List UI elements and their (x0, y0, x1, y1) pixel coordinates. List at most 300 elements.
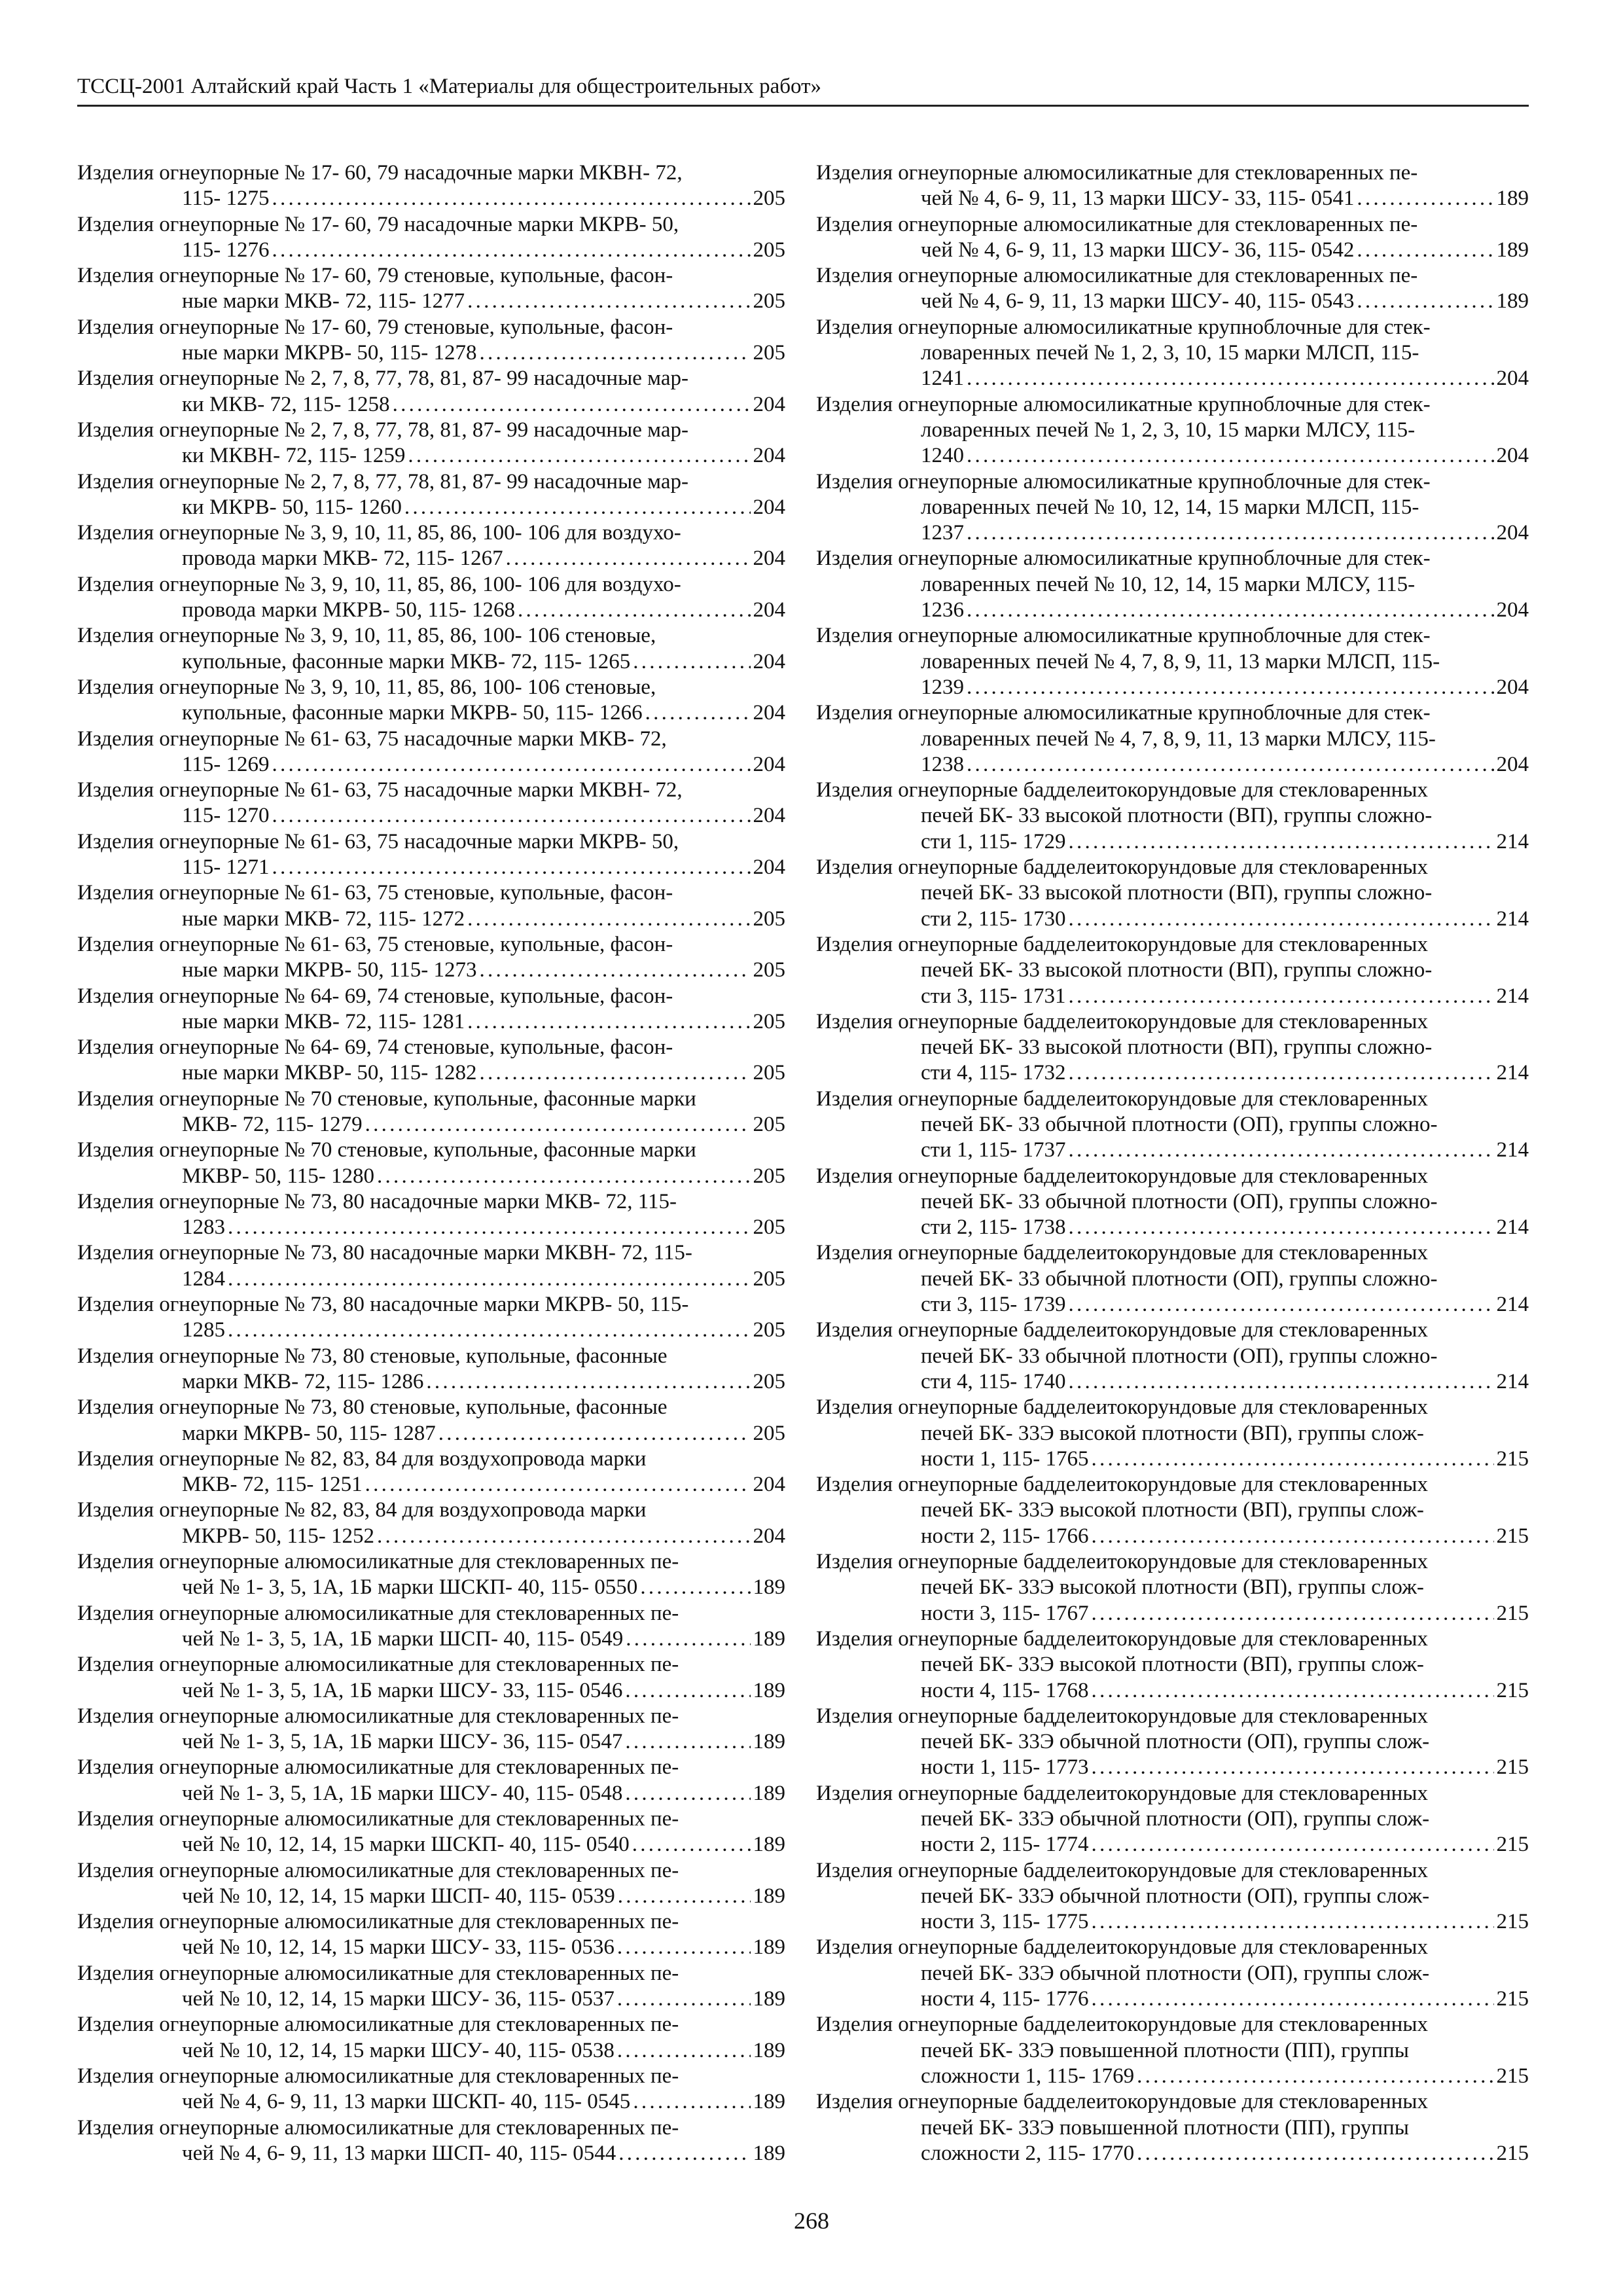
index-entry-tail: чей № 10, 12, 14, 15 марки ШСУ- 33, 115- 0536 (182, 1935, 615, 1960)
index-entry-text: печей БК- 33 обычной плотности (ОП), группы сложно- (921, 1189, 1438, 1213)
index-entry (77, 1189, 785, 1241)
index-entry-page: 204 (753, 649, 785, 673)
index-entry (816, 700, 1529, 778)
index-entry (77, 1806, 785, 1858)
index-entry-text: печей БК- 33Э высокой плотности (ВП), группы слож- (921, 1653, 1424, 1677)
index-entry-tail: сти 4, 115- 1732 (921, 1061, 1066, 1085)
index-entry-tail: чей № 1- 3, 5, 1А, 1Б марки ШСП- 40, 115- 0549 (182, 1626, 624, 1651)
index-entry-text: Изделия огнеупорные № 61- 63, 75 насадочные марки МКВН- 72, (77, 778, 683, 802)
index-entry-page: 189 (753, 1935, 785, 1960)
index-entry-page: 205 (753, 1164, 785, 1188)
index-entry-text: Изделия огнеупорные № 3, 9, 10, 11, 85, 86, 100- 106 для воздухо- (77, 521, 681, 545)
dot-leader (426, 1369, 750, 1395)
dot-leader (365, 1112, 751, 1138)
index-entry-leader-line (921, 1832, 1529, 1857)
index-entry-text: Изделия огнеупорные алюмосиликатные для стекловаренных пе- (77, 1550, 679, 1574)
index-entry-page: 215 (1496, 1446, 1529, 1471)
index-entry-page: 214 (1496, 1369, 1529, 1393)
index-entry-page: 204 (753, 752, 785, 776)
index-entry-tail: сти 2, 115- 1730 (921, 906, 1066, 931)
index-entry-leader-line (921, 598, 1529, 623)
index-entry-page: 189 (753, 1781, 785, 1805)
dot-leader (1137, 2064, 1493, 2089)
index-entry-page: 215 (1496, 2141, 1529, 2165)
index-entry-text: Изделия огнеупорные алюмосиликатные крупноблочные для стек- (816, 469, 1431, 493)
index-entry (816, 2012, 1529, 2089)
index-entry-page: 204 (1496, 444, 1529, 468)
index-entry-tail: МКВР- 50, 115- 1280 (182, 1164, 374, 1188)
index-entry-page: 214 (1496, 906, 1529, 931)
index-entry-text: Изделия огнеупорные алюмосиликатные для стекловаренных пе- (77, 1601, 679, 1625)
dot-leader (618, 1884, 751, 1909)
index-entry (816, 212, 1529, 264)
index-entry-text: печей БК- 33Э обычной плотности (ОП), группы слож- (921, 1884, 1430, 1908)
dot-leader (967, 520, 1494, 546)
index-entry-page: 215 (1496, 1910, 1529, 1934)
index-entry-tail: ные марки МКВ- 72, 115- 1277 (182, 289, 465, 314)
index-entry-leader-line (921, 1678, 1529, 1704)
index-entry-page: 189 (1496, 289, 1529, 314)
index-entry-text: печей БК- 33 обычной плотности (ОП), группы сложно- (921, 1266, 1438, 1291)
index-entry-page: 214 (1496, 1215, 1529, 1240)
index-entry (77, 1240, 785, 1292)
index-entry-text: Изделия огнеупорные бадделеитокорундовые для стекловаренных (816, 1318, 1428, 1342)
index-entry-leader-line (182, 1729, 785, 1755)
index-entry-page: 189 (753, 2090, 785, 2114)
dot-leader (365, 1472, 751, 1498)
index-entry-page: 189 (753, 1678, 785, 1702)
dot-leader (1069, 1215, 1494, 1240)
index-entry-page: 215 (1496, 2064, 1529, 2088)
index-entry-page: 205 (753, 238, 785, 262)
dot-leader (393, 392, 751, 418)
index-entry-text: печей БК- 33 высокой плотности (ВП), группы сложно- (921, 804, 1433, 828)
index-entry-text: Изделия огнеупорные алюмосиликатные крупноблочные для стек- (816, 701, 1431, 725)
index-entry-page: 214 (1496, 829, 1529, 853)
index-entry (77, 829, 785, 881)
index-entry-tail: МКВ- 72, 115- 1251 (182, 1473, 363, 1497)
index-entry-text: Изделия огнеупорные алюмосиликатные крупноблочные для стек- (816, 392, 1431, 416)
index-entry-text: Изделия огнеупорные № 73, 80 насадочные марки МКВ- 72, 115- (77, 1189, 677, 1213)
dot-leader (1069, 1138, 1494, 1163)
index-entry (816, 1240, 1529, 1318)
index-entry (816, 932, 1529, 1009)
index-entry-tail: чей № 4, 6- 9, 11, 13 марки ШСУ- 40, 115- 0543 (921, 289, 1355, 314)
index-entry-tail: 1239 (921, 675, 964, 699)
index-entry-text: Изделия огнеупорные алюмосиликатные для стекловаренных пе- (77, 1858, 679, 1882)
index-entry-leader-line (182, 2089, 785, 2115)
index-entry-tail: чей № 1- 3, 5, 1А, 1Б марки ШСУ- 36, 115- 0547 (182, 1730, 623, 1754)
index-entry-text: ловаренных печей № 4, 7, 8, 9, 11, 13 марки МЛСУ, 115- (921, 726, 1436, 751)
index-entry (77, 520, 785, 572)
index-entry-text: печей БК- 33Э высокой плотности (ВП), группы слож- (921, 1575, 1424, 1600)
index-entry (77, 366, 785, 418)
dot-leader (1091, 1446, 1493, 1472)
index-entry-tail: сложности 2, 115- 1770 (921, 2141, 1135, 2165)
index-entry-tail: купольные, фасонные марки МКВ- 72, 115- 1265 (182, 649, 631, 673)
index-entry-leader-line (182, 906, 785, 932)
index-entry-leader-line (182, 289, 785, 314)
index-entry (816, 778, 1529, 855)
index-entry-leader-line (921, 906, 1529, 932)
index-entry-text: печей БК- 33Э обычной плотности (ОП), группы слож- (921, 1730, 1430, 1754)
index-entry-text: Изделия огнеупорные № 64- 69, 74 стеновые, купольные, фасон- (77, 1035, 673, 1060)
index-entry-text: печей БК- 33Э высокой плотности (ВП), группы слож- (921, 1498, 1424, 1522)
index-entry (77, 1086, 785, 1138)
index-entry-text: Изделия огнеупорные № 82, 83, 84 для воздухопровода марки (77, 1498, 647, 1522)
index-entry-page: 205 (753, 187, 785, 211)
header-rule (77, 105, 1529, 107)
index-entry-text: Изделия огнеупорные алюмосиликатные для стекловаренных пе- (77, 2115, 679, 2140)
index-entry-tail: 1284 (182, 1266, 225, 1291)
index-entry-text: Изделия огнеупорные № 3, 9, 10, 11, 85, 86, 100- 106 для воздухо- (77, 572, 681, 596)
index-entry-tail: 1238 (921, 752, 964, 776)
index-entry-page: 204 (753, 1524, 785, 1548)
index-entry-text: Изделия огнеупорные алюмосиликатные для стекловаренных пе- (77, 2013, 679, 2037)
index-entry-text: Изделия огнеупорные № 73, 80 насадочные марки МКРВ- 50, 115- (77, 1293, 689, 1317)
dot-leader (1091, 1755, 1493, 1780)
index-entry-text: печей БК- 33Э высокой плотности (ВП), группы слож- (921, 1421, 1424, 1445)
dot-leader (1091, 1601, 1493, 1626)
index-entry-tail: сложности 1, 115- 1769 (921, 2064, 1135, 2088)
index-entry (77, 1549, 785, 1601)
index-entry (77, 726, 785, 778)
index-entry-text: Изделия огнеупорные № 61- 63, 75 насадочные марки МКВ- 72, (77, 726, 667, 751)
index-entry-tail: ности 2, 115- 1766 (921, 1524, 1089, 1548)
index-entry-leader-line (921, 1292, 1529, 1318)
index-entry-tail: ки МКВН- 72, 115- 1259 (182, 444, 406, 468)
dot-leader (633, 649, 750, 675)
page-number: 268 (794, 2208, 829, 2234)
index-entry-page: 189 (1496, 238, 1529, 262)
index-entry-leader-line (921, 1369, 1529, 1395)
index-entry-page: 205 (753, 1421, 785, 1445)
index-entry-leader-line (921, 675, 1529, 700)
dot-leader (1091, 1986, 1493, 2012)
index-entry-tail: чей № 10, 12, 14, 15 марки ШСКП- 40, 115- 0540 (182, 1833, 630, 1857)
index-entry-leader-line (921, 1909, 1529, 1935)
index-entry-leader-line (921, 443, 1529, 469)
index-entry-leader-line (182, 392, 785, 418)
dot-leader (518, 598, 751, 623)
dot-leader (1091, 1678, 1493, 1704)
index-entry-text: Изделия огнеупорные алюмосиликатные крупноблочные для стек- (816, 547, 1431, 571)
index-entry-tail: чей № 4, 6- 9, 11, 13 марки ШСУ- 33, 115- 0541 (921, 187, 1355, 211)
index-entry-text: Изделия огнеупорные бадделеитокорундовые для стекловаренных (816, 1009, 1428, 1033)
index-entry-leader-line (921, 520, 1529, 546)
index-entry-leader-line (921, 984, 1529, 1009)
index-entry-tail: провода марки МКВ- 72, 115- 1267 (182, 547, 503, 571)
index-entry-tail: сти 1, 115- 1729 (921, 829, 1066, 853)
index-entry-page: 205 (753, 1061, 785, 1085)
index-entry-text: Изделия огнеупорные бадделеитокорундовые для стекловаренных (816, 1781, 1428, 1805)
index-entry-page: 215 (1496, 1601, 1529, 1625)
index-entry-text: Изделия огнеупорные алюмосиликатные для стекловаренных пе- (77, 2064, 679, 2088)
index-entry-leader-line (182, 443, 785, 469)
index-entry (77, 2012, 785, 2064)
index-entry-text: Изделия огнеупорные № 3, 9, 10, 11, 85, 86, 100- 106 стеновые, (77, 675, 656, 699)
index-entry-text: Изделия огнеупорные бадделеитокорундовые для стекловаренных (816, 1164, 1428, 1188)
dot-leader (1069, 984, 1494, 1009)
index-entry-leader-line (182, 803, 785, 829)
dot-leader (617, 2038, 751, 2064)
index-entry (816, 1781, 1529, 1858)
index-entry-text: Изделия огнеупорные бадделеитокорундовые для стекловаренных (816, 1935, 1428, 1960)
index-entry-text: печей БК- 33 высокой плотности (ВП), группы сложно- (921, 958, 1433, 982)
dot-leader (618, 2141, 750, 2166)
index-entry-text: Изделия огнеупорные № 61- 63, 75 насадочные марки МКРВ- 50, (77, 829, 679, 853)
dot-leader (1069, 1060, 1494, 1086)
index-entry-page: 204 (753, 804, 785, 828)
index-entry (77, 572, 785, 624)
index-entry-page: 204 (1496, 675, 1529, 699)
dot-leader (438, 1421, 751, 1446)
index-entry (77, 1961, 785, 2013)
dot-leader (1137, 2141, 1493, 2166)
index-column-right (816, 160, 1529, 2166)
dot-leader (467, 1009, 750, 1035)
index-entry (816, 546, 1529, 623)
index-entry (77, 675, 785, 726)
index-entry-text: ловаренных печей № 4, 7, 8, 9, 11, 13 марки МЛСП, 115- (921, 649, 1440, 673)
index-entry (816, 160, 1529, 212)
index-entry (816, 1626, 1529, 1704)
index-entry-tail: чей № 10, 12, 14, 15 марки ШСУ- 36, 115- 0537 (182, 1987, 615, 2011)
index-entry-text: Изделия огнеупорные алюмосиликатные для стекловаренных пе- (77, 1653, 679, 1677)
index-entry-page: 214 (1496, 1061, 1529, 1085)
index-entry (77, 1755, 785, 1806)
index-entry-page: 189 (753, 2141, 785, 2165)
index-entry-page: 205 (753, 906, 785, 931)
index-entry-leader-line (921, 1446, 1529, 1472)
index-entry-page: 189 (753, 1884, 785, 1908)
index-entry-page: 204 (1496, 521, 1529, 545)
index-entry-text: Изделия огнеупорные № 17- 60, 79 насадочные марки МКВН- 72, (77, 161, 683, 185)
index-entry-text: Изделия огнеупорные алюмосиликатные для стекловаренных пе- (816, 264, 1418, 288)
dot-leader (1069, 829, 1494, 855)
index-entry-page: 204 (1496, 598, 1529, 622)
index-entry-tail: 1241 (921, 367, 964, 391)
index-entry (77, 984, 785, 1035)
index-entry-tail: 115- 1270 (182, 804, 270, 828)
index-entry-tail: ные марки МКРВ- 50, 115- 1273 (182, 958, 477, 982)
index-entry-page: 215 (1496, 1833, 1529, 1857)
index-entry-page: 205 (753, 958, 785, 982)
index-entry-leader-line (921, 1215, 1529, 1240)
index-entry-tail: сти 2, 115- 1738 (921, 1215, 1066, 1240)
index-entry (816, 392, 1529, 469)
index-entry-text: Изделия огнеупорные алюмосиликатные для стекловаренных пе- (77, 1961, 679, 1985)
dot-leader (1091, 1832, 1493, 1857)
index-entry-tail: провода марки МКРВ- 50, 115- 1268 (182, 598, 515, 622)
index-entry-tail: чей № 4, 6- 9, 11, 13 марки ШСКП- 40, 115- 0545 (182, 2090, 631, 2114)
index-entry (77, 1292, 785, 1344)
dot-leader (228, 1266, 751, 1292)
dot-leader (272, 855, 751, 880)
index-entry-text: Изделия огнеупорные алюмосиликатные крупноблочные для стек- (816, 315, 1431, 339)
index-entry-leader-line (182, 1884, 785, 1909)
index-entry-leader-line (182, 1472, 785, 1498)
index-entry-page: 204 (753, 547, 785, 571)
index-entry-text: Изделия огнеупорные № 61- 63, 75 стеновые, купольные, фасон- (77, 932, 673, 956)
index-entry (77, 1035, 785, 1086)
index-entry (77, 469, 785, 521)
index-entry-leader-line (182, 238, 785, 263)
index-entry-text: Изделия огнеупорные бадделеитокорундовые для стекловаренных (816, 1241, 1428, 1265)
index-entry-leader-line (921, 752, 1529, 778)
dot-leader (272, 238, 751, 263)
index-entry (77, 263, 785, 315)
index-entry-text: Изделия огнеупорные бадделеитокорундовые для стекловаренных (816, 1858, 1428, 1882)
index-entry-text: Изделия огнеупорные бадделеитокорундовые для стекловаренных (816, 1626, 1428, 1651)
index-entry-text: Изделия огнеупорные бадделеитокорундовые для стекловаренных (816, 1086, 1428, 1111)
dot-leader (272, 803, 751, 829)
index-entry (77, 1395, 785, 1446)
index-entry-text: Изделия огнеупорные бадделеитокорундовые для стекловаренных (816, 932, 1428, 956)
index-entry (77, 2115, 785, 2167)
index-entry-tail: ности 4, 115- 1776 (921, 1987, 1089, 2011)
index-entry-leader-line (182, 1164, 785, 1189)
index-entry-leader-line (921, 1138, 1529, 1163)
index-entry-leader-line (182, 186, 785, 211)
index-entry-leader-line (182, 1986, 785, 2012)
index-entry-text: Изделия огнеупорные № 2, 7, 8, 77, 78, 81, 87- 99 насадочные мар- (77, 418, 688, 442)
index-entry-text: Изделия огнеупорные № 17- 60, 79 стеновые, купольные, фасон- (77, 315, 673, 339)
dot-leader (228, 1318, 751, 1343)
index-entry-tail: 1240 (921, 444, 964, 468)
index-entry (816, 1318, 1529, 1395)
index-entry-page: 215 (1496, 1524, 1529, 1548)
index-entry-tail: 115- 1276 (182, 238, 270, 262)
index-entry-tail: чей № 10, 12, 14, 15 марки ШСП- 40, 115- 0539 (182, 1884, 615, 1908)
dot-leader (228, 1215, 751, 1240)
index-entry-tail: 115- 1269 (182, 752, 270, 776)
index-entry-text: Изделия огнеупорные бадделеитокорундовые для стекловаренных (816, 778, 1428, 802)
index-entry-text: Изделия огнеупорные алюмосиликатные для стекловаренных пе- (816, 212, 1418, 236)
index-entry-tail: сти 4, 115- 1740 (921, 1369, 1066, 1393)
index-entry-page: 205 (753, 1369, 785, 1393)
index-entry-leader-line (182, 495, 785, 520)
index-entry-tail: сти 3, 115- 1739 (921, 1293, 1066, 1317)
dot-leader (479, 958, 750, 983)
dot-leader (404, 495, 751, 520)
index-entry-tail: ности 1, 115- 1773 (921, 1755, 1089, 1780)
index-entry (816, 315, 1529, 392)
index-entry (77, 2064, 785, 2115)
index-entry-page: 215 (1496, 1755, 1529, 1780)
index-entry-tail: МКРВ- 50, 115- 1252 (182, 1524, 374, 1548)
dot-leader (1069, 906, 1494, 932)
index-entry-text: Изделия огнеупорные № 17- 60, 79 стеновые, купольные, фасон- (77, 264, 673, 288)
dot-leader (408, 443, 750, 469)
index-entry (77, 1446, 785, 1498)
index-entry-page: 205 (753, 1266, 785, 1291)
index-entry-page: 205 (753, 1215, 785, 1240)
index-entry-leader-line (182, 2141, 785, 2166)
index-entry-page: 189 (753, 1730, 785, 1754)
index-entry (77, 160, 785, 212)
index-entry-text: Изделия огнеупорные бадделеитокорундовые для стекловаренных (816, 855, 1428, 880)
index-entry-leader-line (921, 1524, 1529, 1549)
index-entry-leader-line (182, 1832, 785, 1857)
index-entry-text: Изделия огнеупорные алюмосиликатные для стекловаренных пе- (77, 1807, 679, 1831)
index-entry-text: Изделия огнеупорные № 82, 83, 84 для воздухопровода марки (77, 1446, 647, 1471)
index-entry-leader-line (182, 340, 785, 366)
index-entry-tail: чей № 4, 6- 9, 11, 13 марки ШСУ- 36, 115- 0542 (921, 238, 1355, 262)
index-entry-leader-line (182, 1009, 785, 1035)
dot-leader (645, 700, 751, 726)
dot-leader (967, 598, 1494, 623)
index-entry-page: 204 (753, 495, 785, 519)
index-entry-leader-line (182, 546, 785, 571)
index-entry-text: Изделия огнеупорные № 61- 63, 75 стеновые, купольные, фасон- (77, 881, 673, 905)
index-entry-page: 204 (753, 598, 785, 622)
index-entry-text: Изделия огнеупорные № 2, 7, 8, 77, 78, 81, 87- 99 насадочные мар- (77, 367, 688, 391)
index-entry-tail: сти 1, 115- 1737 (921, 1138, 1066, 1162)
index-entry (816, 263, 1529, 315)
index-entry-tail: ности 3, 115- 1767 (921, 1601, 1089, 1625)
index-entry-tail: ные марки МКРВ- 50, 115- 1278 (182, 341, 477, 365)
index-entry-page: 204 (1496, 367, 1529, 391)
index-entry-text: Изделия огнеупорные № 73, 80 стеновые, купольные, фасонные (77, 1395, 668, 1420)
index-entry (77, 212, 785, 264)
index-entry-page: 205 (753, 1112, 785, 1136)
dot-leader (272, 752, 751, 778)
index-entry (77, 623, 785, 675)
index-entry-leader-line (182, 1575, 785, 1600)
index-entry-tail: марки МКВ- 72, 115- 1286 (182, 1369, 424, 1393)
index-entry-tail: МКВ- 72, 115- 1279 (182, 1112, 363, 1136)
index-entry-text: Изделия огнеупорные бадделеитокорундовые для стекловаренных (816, 2090, 1428, 2114)
index-entry (77, 418, 785, 469)
index-entry (816, 1858, 1529, 1935)
index-entry-text: Изделия огнеупорные алюмосиликатные для стекловаренных пе- (77, 1910, 679, 1934)
index-entry-leader-line (182, 1421, 785, 1446)
running-header: ТССЦ-2001 Алтайский край Часть 1 «Материалы для общестроительных работ» (77, 75, 822, 98)
index-entry-leader-line (182, 752, 785, 778)
index-entry (816, 1009, 1529, 1086)
index-entry (77, 1652, 785, 1704)
index-entry-leader-line (182, 855, 785, 880)
index-entry-page: 205 (753, 1009, 785, 1033)
index-entry-page: 204 (753, 855, 785, 880)
index-entry-tail: ные марки МКВ- 72, 115- 1281 (182, 1009, 465, 1033)
index-entry-tail: ности 2, 115- 1774 (921, 1833, 1089, 1857)
index-entry-text: печей БК- 33Э повышенной плотности (ПП), группы (921, 2115, 1409, 2140)
index-entry-leader-line (182, 1626, 785, 1652)
index-entry-text: Изделия огнеупорные № 73, 80 стеновые, купольные, фасонные (77, 1344, 668, 1368)
index-entry-text: печей БК- 33 высокой плотности (ВП), группы сложно- (921, 881, 1433, 905)
index-entry-tail: чей № 1- 3, 5, 1А, 1Б марки ШСУ- 40, 115- 0548 (182, 1781, 623, 1805)
dot-leader (479, 1060, 750, 1086)
index-entry-page: 189 (1496, 187, 1529, 211)
index-entry-leader-line (921, 829, 1529, 855)
dot-leader (967, 366, 1494, 391)
dot-leader (1091, 1524, 1493, 1549)
index-entry-page: 214 (1496, 984, 1529, 1008)
dot-leader (506, 546, 751, 571)
index-entry-leader-line (921, 1755, 1529, 1780)
dot-leader (617, 1935, 751, 1960)
dot-leader (967, 675, 1494, 700)
index-entry-page: 189 (753, 1833, 785, 1857)
dot-leader (1357, 238, 1493, 263)
index-entry (77, 1909, 785, 1961)
index-entry-leader-line (182, 1678, 785, 1704)
index-entry (816, 1935, 1529, 2012)
index-entry-page: 189 (753, 1626, 785, 1651)
dot-leader (633, 2089, 750, 2115)
